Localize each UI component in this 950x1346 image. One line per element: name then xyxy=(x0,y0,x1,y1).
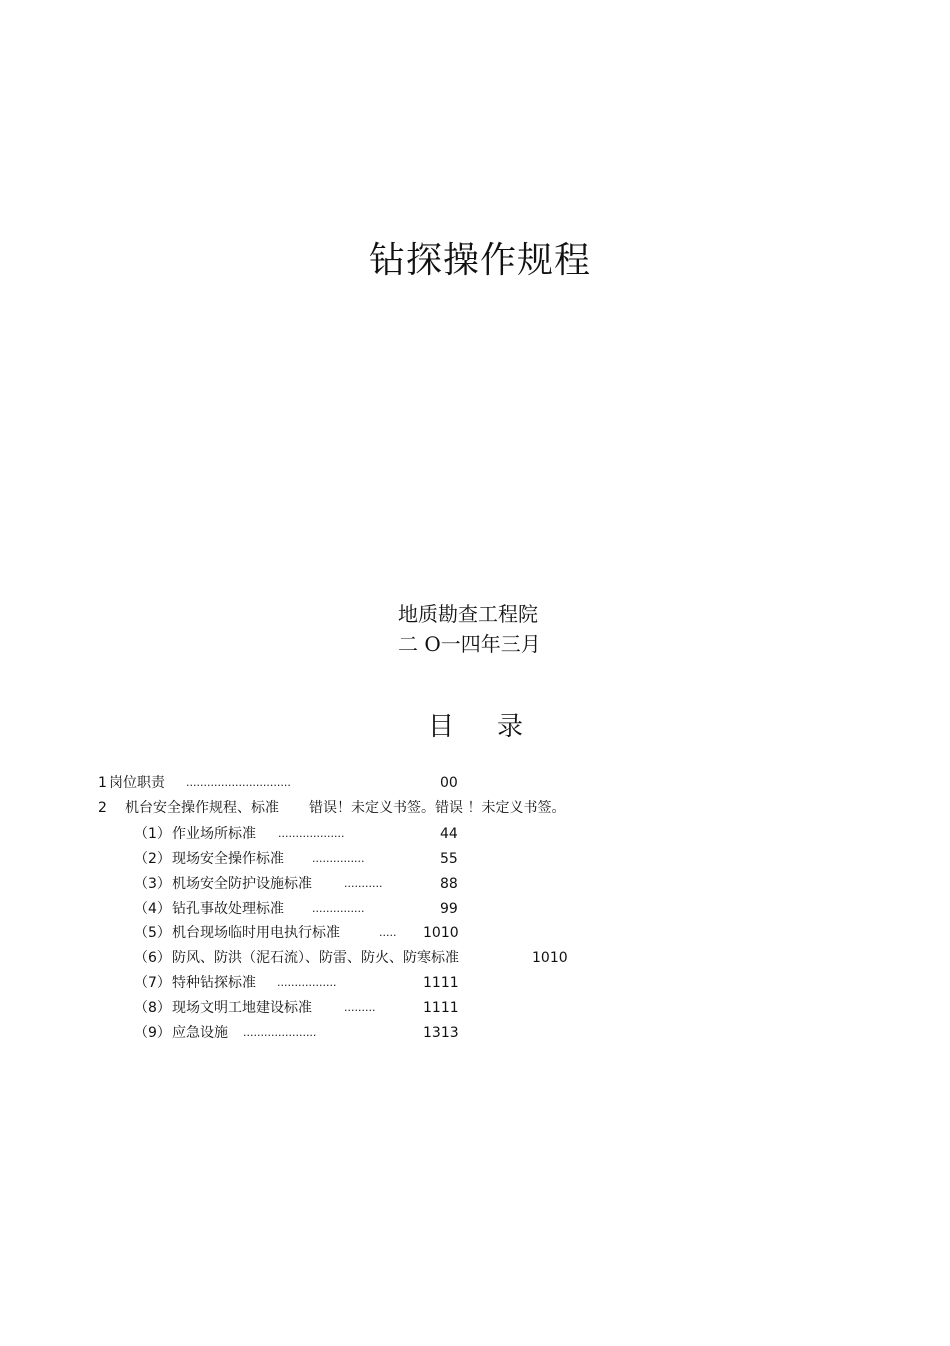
toc-entry-page: 00 xyxy=(440,775,458,791)
toc-entry-label: 作业场所标准 xyxy=(172,826,256,842)
toc-entry-label: 岗位职责 xyxy=(109,775,165,791)
toc-entry-label: 防风、防洪（泥石流）、防雷、防火、防寒标准 xyxy=(172,950,459,966)
toc-entry-leader: ......... xyxy=(344,1001,376,1014)
toc-entry-page: 1111 xyxy=(423,1000,459,1016)
toc-entry-number: （7） xyxy=(134,975,171,991)
toc-entry-label: 钻孔事故处理标准 xyxy=(172,901,284,917)
toc-entry-page: 88 xyxy=(440,876,458,892)
toc-entry-number: （6） xyxy=(134,950,171,966)
toc-entry-leader: ............... xyxy=(312,902,365,915)
toc-entry-leader: ..... xyxy=(379,926,397,939)
toc-entry-page: 55 xyxy=(440,851,458,867)
toc-entry-number: 2 xyxy=(98,800,107,816)
toc-entry-page: 1111 xyxy=(423,975,459,991)
toc-entry-label: 机台现场临时用电执行标准 xyxy=(172,925,340,941)
toc-entry-leader: ................... xyxy=(278,827,345,840)
toc-entry-error-text: 错误！未定义书签。错误 ！未定义书签。 xyxy=(309,800,566,816)
document-date: 二 O一四年三月 xyxy=(398,632,541,656)
toc-entry-number: （9） xyxy=(134,1025,171,1041)
toc-entry-page: 44 xyxy=(440,826,458,842)
toc-entry-label: 机场安全防护设施标准 xyxy=(172,876,312,892)
toc-entry-page: 1010 xyxy=(532,950,568,966)
document-title: 钻探操作规程 xyxy=(368,240,591,281)
toc-entry-label: 机台安全操作规程、标准 xyxy=(125,800,279,816)
toc-heading: 目 录 xyxy=(428,712,526,742)
toc-entry-leader: ..................... xyxy=(243,1026,317,1039)
toc-entry-leader: ............... xyxy=(312,852,365,865)
toc-entry-page: 99 xyxy=(440,901,458,917)
toc-entry-number: （8） xyxy=(134,1000,171,1016)
toc-entry-label: 应急设施 xyxy=(172,1025,228,1041)
toc-entry-leader: ........... xyxy=(344,877,383,890)
toc-entry-page: 1010 xyxy=(423,925,459,941)
toc-entry-number: （1） xyxy=(134,826,171,842)
toc-entry-number: （5） xyxy=(134,925,171,941)
toc-entry-number: 1 xyxy=(98,775,107,791)
toc-entry-page: 1313 xyxy=(423,1025,459,1041)
toc-entry-number: （2） xyxy=(134,851,171,867)
toc-entry-number: （4） xyxy=(134,901,171,917)
toc-entry-leader: .............................. xyxy=(186,776,291,789)
toc-entry-number: （3） xyxy=(134,876,171,892)
toc-entry-label: 现场安全操作标准 xyxy=(172,851,284,867)
toc-entry-leader: ................. xyxy=(277,976,337,989)
toc-entry-label: 现场文明工地建设标准 xyxy=(172,1000,312,1016)
toc-entry-label: 特种钻探标准 xyxy=(172,975,256,991)
organization-name: 地质勘查工程院 xyxy=(398,602,538,626)
